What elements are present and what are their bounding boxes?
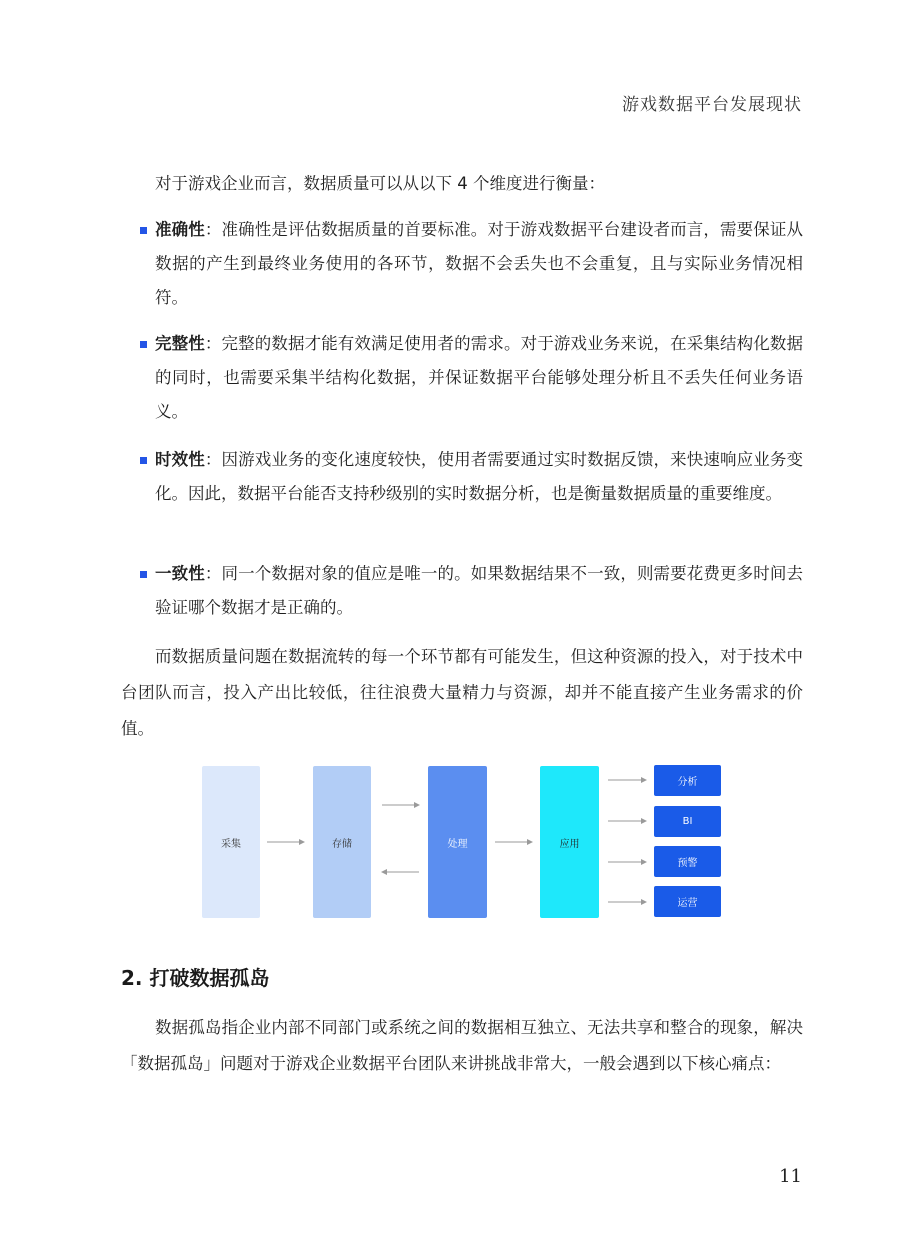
body-paragraph: 数据孤岛指企业内部不同部门或系统之间的数据相互独立、无法共享和整合的现象，解决「数据孤岛」问题对于游戏企业数据平台团队来讲挑战非常大，一般会遇到以下核心痛点： (121, 1018, 803, 1073)
bullet-text: ：同一个数据对象的值应是唯一的。如果数据结果不一致，则需要花费更多时间去验证哪个数据才是正确的。 (155, 564, 804, 617)
intro-paragraph: 对于游戏企业而言，数据质量可以从以下 4 个维度进行衡量： (155, 174, 605, 193)
bullet-square-icon (140, 227, 147, 234)
bullet-square-icon (140, 341, 147, 348)
running-header: 游戏数据平台发展现状 (622, 95, 802, 115)
bullet-accuracy (140, 213, 803, 315)
stage-apply: 应用 (540, 766, 599, 918)
bullet-term: 完整性 (155, 334, 205, 353)
output-operation: 运营 (654, 886, 721, 917)
stage-storage: 存储 (313, 766, 371, 918)
bullet-timeliness (140, 443, 803, 511)
flow-arrows (198, 762, 728, 924)
section-heading: 2. 打破数据孤岛 (121, 966, 270, 990)
bullet-term: 一致性 (155, 564, 205, 583)
body-paragraph: 而数据质量问题在数据流转的每一个环节都有可能发生，但这种资源的投入，对于技术中台团队而言，投入产出比较低，往往浪费大量精力与资源，却并不能直接产生业务需求的价值。 (121, 647, 803, 738)
bullet-consistency (140, 557, 803, 625)
stage-process: 处理 (428, 766, 487, 918)
output-bi: BI (654, 806, 721, 837)
bullet-term: 准确性 (155, 220, 205, 239)
bullet-text: ：准确性是评估数据质量的首要标准。对于游戏数据平台建设者而言，需要保证从数据的产生到最终业务使用的各环节，数据不会丢失也不会重复，且与实际业务情况相符。 (155, 220, 804, 307)
stage-collect: 采集 (202, 766, 260, 918)
bullet-square-icon (140, 571, 147, 578)
output-alert: 预警 (654, 846, 721, 877)
bullet-text: ：因游戏业务的变化速度较快，使用者需要通过实时数据反馈，来快速响应业务变化。因此，数据平台能否支持秒级别的实时数据分析，也是衡量数据质量的重要维度。 (155, 450, 804, 503)
bullet-square-icon (140, 457, 147, 464)
output-analysis: 分析 (654, 765, 721, 796)
page-number: 11 (779, 1166, 802, 1187)
data-flow-diagram (198, 762, 728, 924)
bullet-completeness (140, 327, 803, 429)
bullet-text: ：完整的数据才能有效满足使用者的需求。对于游戏业务来说，在采集结构化数据的同时，也需要采集半结构化数据，并保证数据平台能够处理分析且不丢失任何业务语义。 (155, 334, 804, 421)
bullet-term: 时效性 (155, 450, 205, 469)
